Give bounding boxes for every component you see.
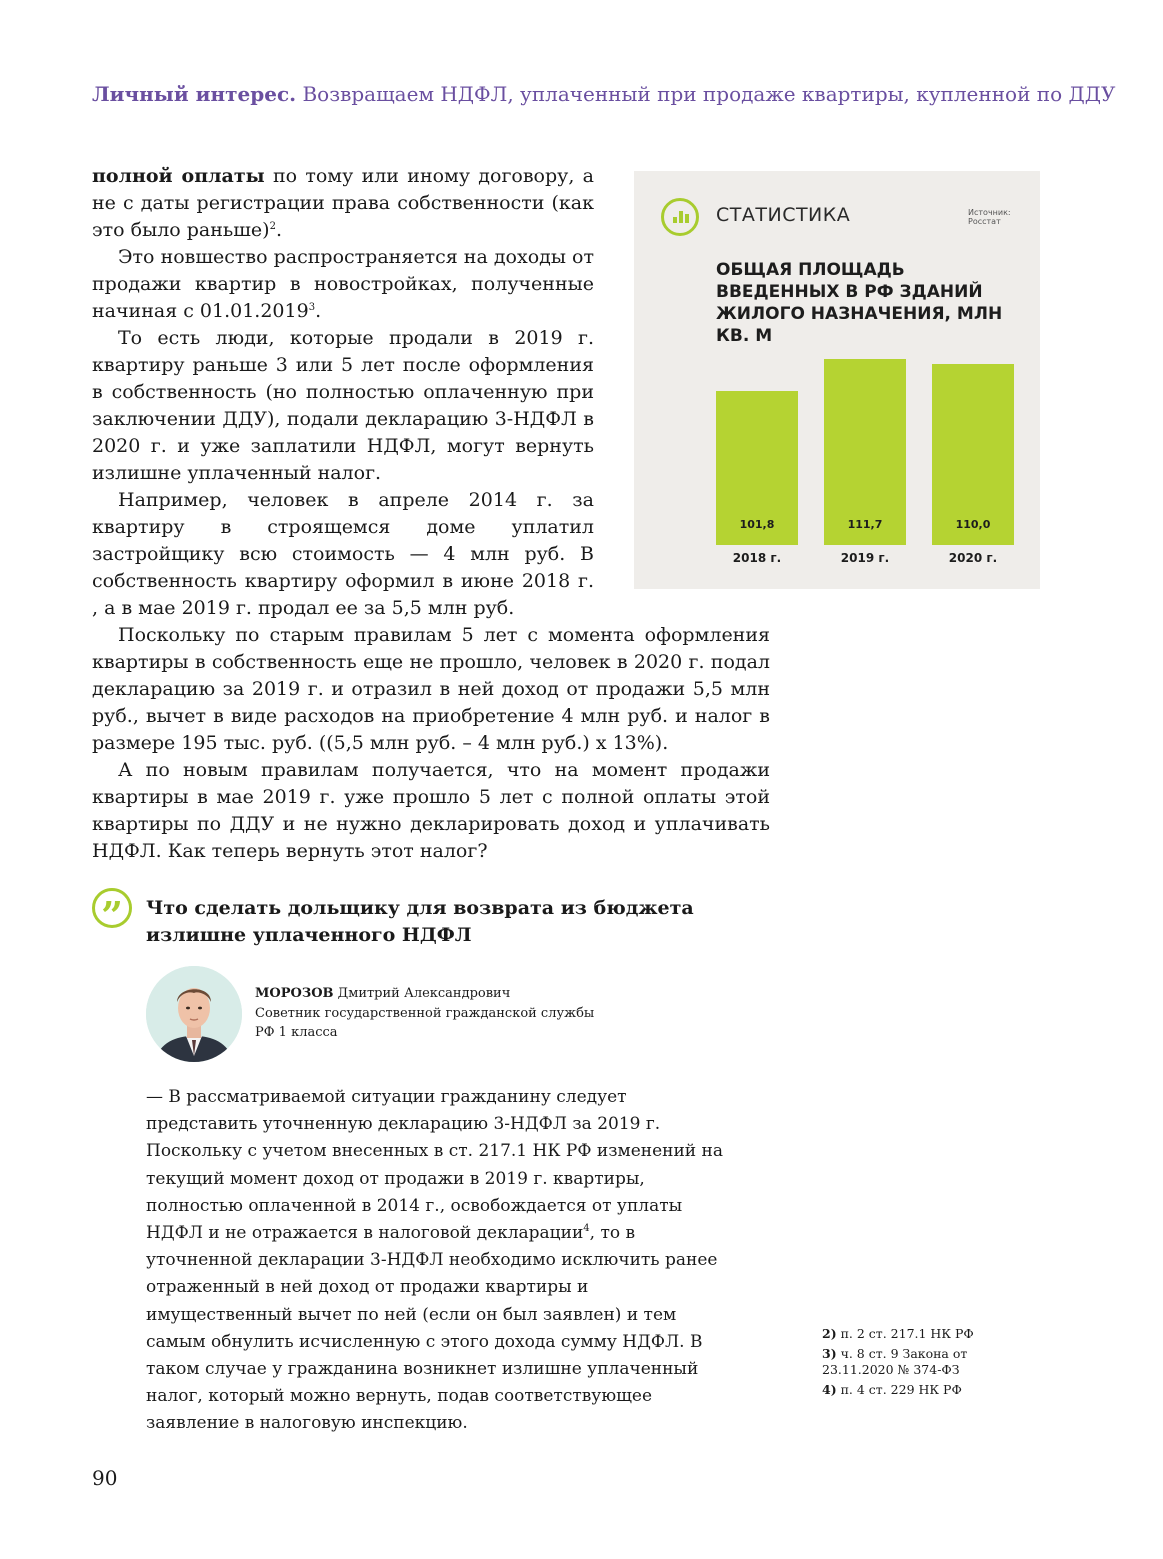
paragraph-2-end: . <box>315 300 322 322</box>
bar-chart-icon <box>661 198 699 236</box>
paragraph-4: Например, человек в апреле 2014 г. за квартиру в строящемся доме уплатил застройщику всю стоимость — 4 млн руб. В собственность квартиру оформил в июне 2018 г. , а в мае 2019 г. продал ее за 5,5 млн руб. <box>92 489 594 619</box>
x-tick-label: 2020 г. <box>948 551 998 565</box>
bar-value-label: 110,0 <box>955 518 991 531</box>
paragraph-3: То есть люди, которые продали в 2019 г. квартиру раньше 3 или 5 лет после оформления в собственность (но полностью оплаченную при заключении ДДУ), подали декларацию 3-НДФЛ в 2020 г. и уже заплатили НДФЛ, могут вернуть излишне уплаченный налог. <box>92 327 594 484</box>
paragraph-6: А по новым правилам получается, что на момент продажи квартиры в мае 2019 г. уже прошло 5 лет с полной оплаты этой квартиры по ДДУ и не нужно декларировать доход и уплачивать НДФЛ. Как теперь вернуть этот налог? <box>92 759 770 862</box>
quote-title: Что сделать дольщику для возврата из бюджета излишне уплаченного НДФЛ <box>146 897 694 946</box>
footnote-ref: 2 <box>269 221 276 232</box>
bar-chart <box>716 341 1016 541</box>
expert-name <box>255 986 510 1001</box>
paragraph-1-text: по тому или иному договору, а не с даты регистрации права собственности (как это было раньше) <box>92 165 594 241</box>
answer-text-a: — В рассматриваемой ситуации гражданину следует представить уточненную декларацию 3-НДФЛ за 2019 г. Поскольку с учетом внесенных в ст. 217.1 НК РФ изменений на текущий момент доход от продажи в 2019 г. квартиры, полностью оплаченной в 2014 г., освобождается от уплаты НДФЛ и не отражается в налоговой декларации <box>146 1087 724 1244</box>
footnote-text: п. 2 ст. 217.1 НК РФ <box>836 1326 974 1341</box>
section-label: Личный интерес. <box>92 82 297 106</box>
footnote-ref: 3 <box>308 302 316 313</box>
footnote-number: 2) <box>822 1326 837 1341</box>
paragraph-5: Поскольку по старым правилам 5 лет с момента оформления квартиры в собственность еще не прошло, человек в 2020 г. подал декларацию за 2019 г. и отразил в ней доход от продажи 5,5 млн руб., вычет в виде расходов на приобретение 4 млн руб. и налог в размере 195 тыс. руб. ((5,5 млн руб. – 4 млн руб.) х 13%). <box>92 624 770 754</box>
footnote-ref: 4 <box>583 1223 590 1235</box>
footnote-item <box>822 1382 1022 1398</box>
paragraph-2-text: Это новшество распространяется на доходы от продажи квартир в новостройках, полученные начиная с 01.01.2019 <box>92 246 594 322</box>
statistics-box <box>634 171 1040 589</box>
footnote-item <box>822 1346 1022 1378</box>
page-number: 90 <box>92 1466 118 1490</box>
article-column-wide <box>92 622 770 865</box>
paragraph-1-end: . <box>275 219 282 241</box>
footnote-number: 4) <box>822 1382 837 1397</box>
expert-surname: МОРОЗОВ <box>255 986 334 1001</box>
footnote-text: п. 4 ст. 229 НК РФ <box>836 1382 962 1397</box>
article-column-narrow <box>92 163 594 622</box>
paragraph-1 <box>92 163 594 244</box>
bold-phrase: полной оплаты <box>92 165 265 187</box>
chart-title: ОБЩАЯ ПЛОЩАДЬ ВВЕДЕННЫХ В РФ ЗДАНИЙ ЖИЛОГО НАЗНАЧЕНИЯ, МЛН КВ. М <box>716 260 1003 346</box>
footnote-item <box>822 1326 1022 1342</box>
data-source: Источник: Росстат <box>968 208 1011 226</box>
expert-role: Советник государственной гражданской службы РФ 1 класса <box>255 1006 595 1040</box>
paragraph-2 <box>92 244 594 325</box>
answer-text-b: , то в уточненной декларации 3-НДФЛ необходимо исключить ранее отраженный в ней доход от продажи квартиры и имущественный вычет по ней (если он был заявлен) и тем самым обнулить исчисленную с этого дохода сумму НДФЛ. В таком случае у гражданина возникнет излишне уплаченный налог, который можно вернуть, подав соответствующее заявление в налоговую инспекцию. <box>146 1223 718 1434</box>
footnote-text: ч. 8 ст. 9 Закона от 23.11.2020 № 374-ФЗ <box>822 1346 968 1377</box>
bar-value-label: 111,7 <box>847 518 883 531</box>
expert-given-name: Дмитрий Александрович <box>333 986 511 1001</box>
footnotes <box>822 1326 1022 1402</box>
statistics-heading: СТАТИСТИКА <box>716 204 851 226</box>
bar-value-label: 101,8 <box>739 518 775 531</box>
footnote-number: 3) <box>822 1346 837 1361</box>
header-title: Возвращаем НДФЛ, уплаченный при продаже квартиры, купленной по ДДУ <box>302 82 1116 106</box>
x-tick-label: 2019 г. <box>840 551 890 565</box>
avatar <box>146 966 242 1062</box>
quote-icon: ” <box>92 888 132 928</box>
expert-portrait <box>146 966 242 1062</box>
expert-answer <box>146 1084 730 1438</box>
x-tick-label: 2018 г. <box>732 551 782 565</box>
running-header <box>92 82 1116 106</box>
